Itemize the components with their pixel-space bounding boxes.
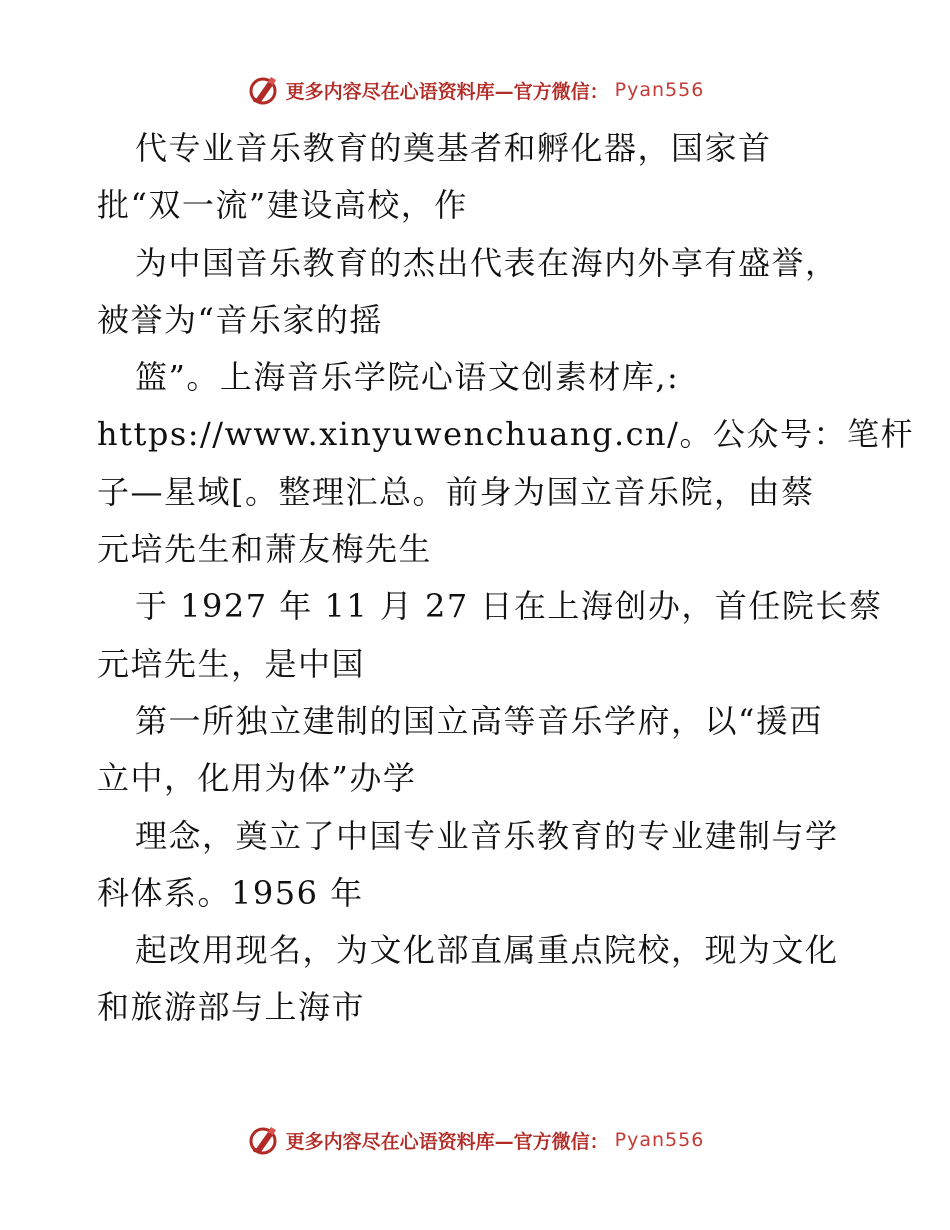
- text-line: 第一所独立建制的国立高等音乐学府，以“援西: [135, 701, 823, 740]
- text-line: 理念，奠立了中国专业音乐教育的专业建制与学: [135, 816, 839, 855]
- text-line: 篮”。上海音乐学院心语文创素材库,:: [135, 358, 680, 397]
- text-line: 批“双一流”建设高校，作: [97, 186, 468, 225]
- banner-wechat-id: Pyan556: [614, 1129, 705, 1151]
- text-line: 子—星域[。整理汇总。前身为国立音乐院，由蔡: [97, 472, 815, 511]
- text-line: 科体系。1956 年: [97, 873, 364, 912]
- logo-pen-icon: [246, 1123, 280, 1157]
- text-line: 元培先生，是中国: [97, 644, 366, 683]
- logo-pen-icon: [246, 73, 280, 107]
- banner-wechat-id: Pyan556: [614, 79, 705, 101]
- text-line: 被誉为“音乐家的摇: [97, 300, 383, 339]
- footer-banner: [0, 1120, 950, 1160]
- text-line: 和旅游部与上海市: [97, 988, 366, 1027]
- header-banner: [0, 70, 950, 110]
- text-line: 起改用现名，为文化部直属重点院校，现为文化: [135, 931, 839, 970]
- banner-text: 更多内容尽在心语资料库—官方微信：: [285, 80, 609, 103]
- text-line: 元培先生和萧友梅先生: [97, 530, 433, 569]
- banner-text: 更多内容尽在心语资料库—官方微信：: [285, 1130, 609, 1153]
- text-line: https://www.xinyuwenchuang.cn/。公众号：笔杆: [97, 415, 914, 454]
- text-line: 立中，化用为体”办学: [97, 759, 417, 798]
- text-line: 为中国音乐教育的杰出代表在海内外享有盛誉，: [135, 243, 839, 282]
- text-line: 于 1927 年 11 月 27 日在上海创办，首任院长蔡: [135, 587, 883, 626]
- text-line: 代专业音乐教育的奠基者和孵化器，国家首: [135, 129, 772, 167]
- document-body: [97, 120, 914, 1037]
